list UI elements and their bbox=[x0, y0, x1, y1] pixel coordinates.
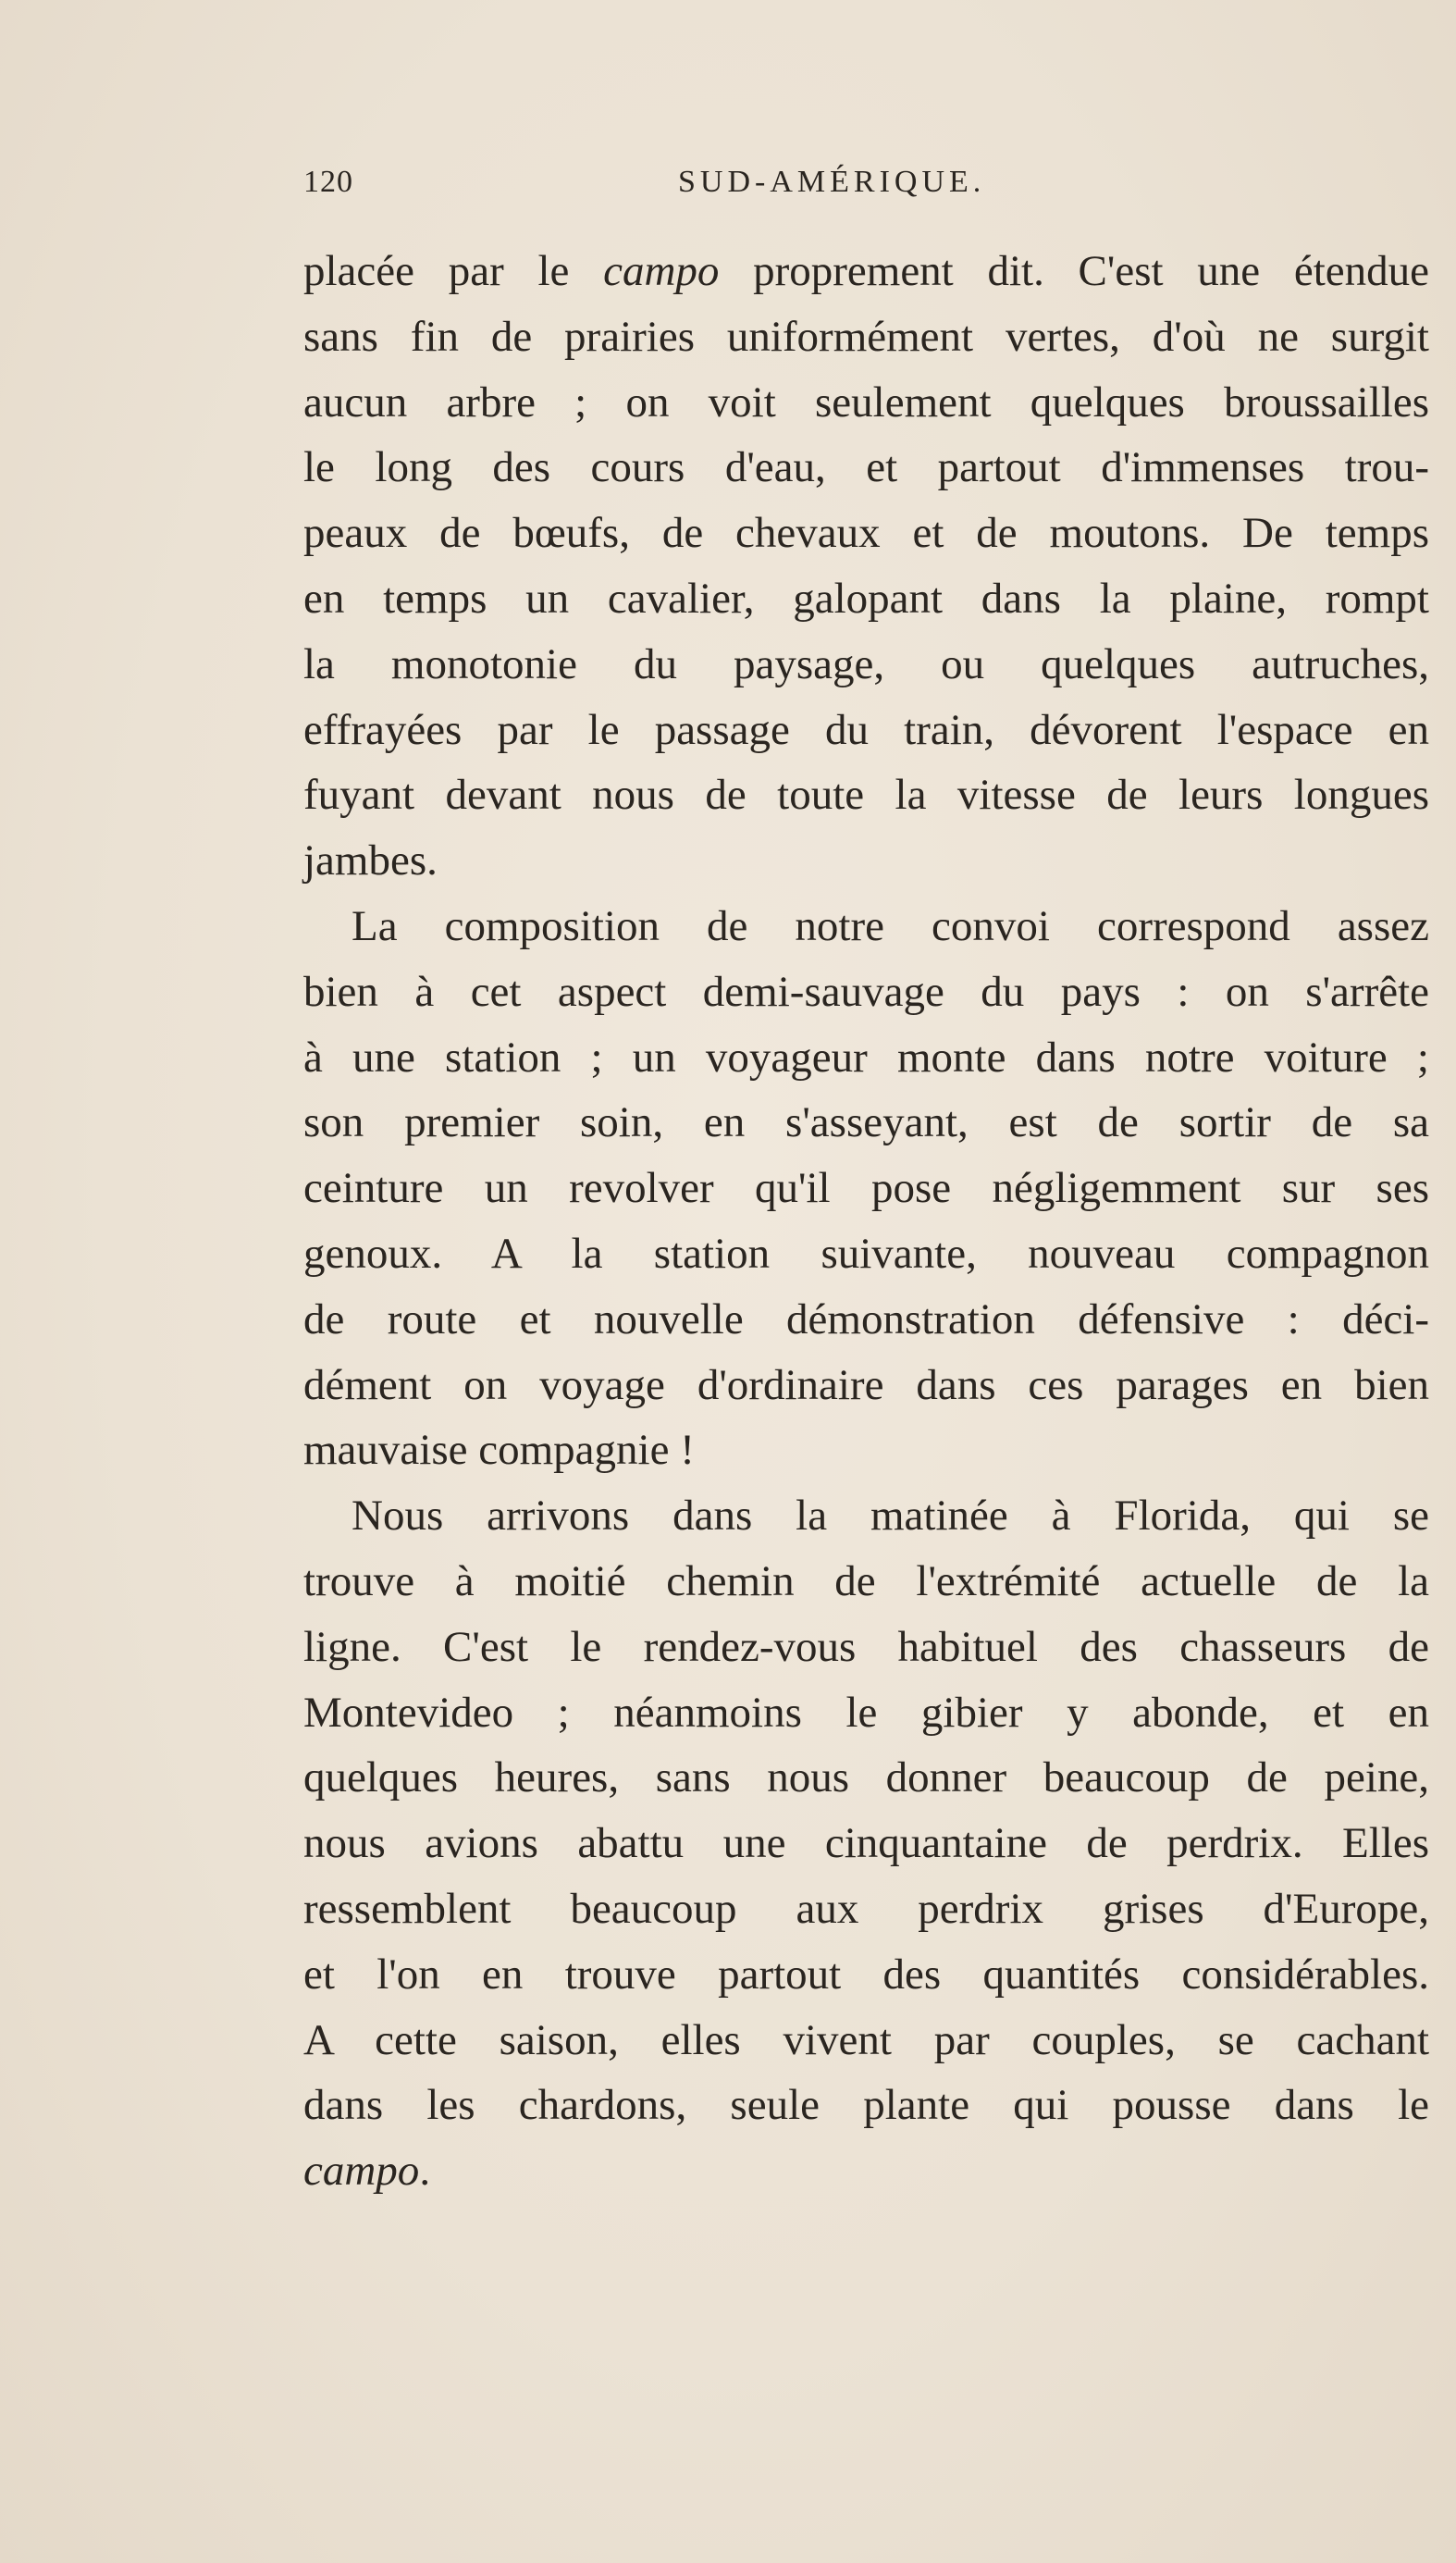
text-line: le long des cours d'eau, et partout d'immenses trou- bbox=[303, 443, 1429, 492]
paragraph-1 bbox=[303, 239, 1429, 894]
text-line: La composition de notre convoi correspond assez bbox=[352, 901, 1429, 950]
text-line: dans les chardons, seule plante qui pousse dans le bbox=[303, 2081, 1429, 2130]
text-line: placée par le campo proprement dit. C'est une étendue bbox=[303, 247, 1429, 295]
running-head bbox=[303, 165, 1429, 220]
text-line: Montevideo ; néanmoins le gibier y abonde, et en bbox=[303, 1688, 1429, 1737]
text-line: A cette saison, elles vivent par couples, se cachant bbox=[303, 2015, 1429, 2064]
text-line: son premier soin, en s'asseyant, est de sortir de sa bbox=[303, 1098, 1429, 1147]
text-line: nous avions abattu une cinquantaine de perdrix. Elles bbox=[303, 1819, 1429, 1868]
text-line: Nous arrivons dans la matinée à Florida, qui se bbox=[352, 1492, 1429, 1541]
text-line: genoux. A la station suivante, nouveau compagnon bbox=[303, 1229, 1429, 1278]
text-line: campo. bbox=[303, 2147, 431, 2196]
text-line: ligne. C'est le rendez-vous habituel des chasseurs de bbox=[303, 1622, 1429, 1671]
paragraph-3 bbox=[303, 1483, 1429, 2204]
text-line: peaux de bœufs, de chevaux et de moutons. De temps bbox=[303, 509, 1429, 558]
text-line: de route et nouvelle démonstration défensive : déci- bbox=[303, 1294, 1429, 1343]
italic-term: campo bbox=[603, 247, 720, 295]
text-line: trouve à moitié chemin de l'extrémité actuelle de la bbox=[303, 1556, 1429, 1605]
text-line: quelques heures, sans nous donner beaucoup de peine, bbox=[303, 1753, 1429, 1802]
text-line: sans fin de prairies uniformément vertes, d'où ne surgit bbox=[303, 312, 1429, 361]
text-line: et l'on en trouve partout des quantités considérables. bbox=[303, 1950, 1429, 1999]
text-line: à une station ; un voyageur monte dans notre voiture ; bbox=[303, 1033, 1429, 1082]
book-title: SUD-AMÉRIQUE. bbox=[678, 165, 986, 199]
italic-term: campo bbox=[303, 2147, 420, 2196]
text-line: ceinture un revolver qu'il pose négligemment sur ses bbox=[303, 1164, 1429, 1213]
text-line: aucun arbre ; on voit seulement quelques broussailles bbox=[303, 378, 1429, 427]
text-line: effrayées par le passage du train, dévorent l'espace en bbox=[303, 705, 1429, 754]
page-number: 120 bbox=[303, 165, 353, 199]
text-line: ressemblent beaucoup aux perdrix grises d'Europe, bbox=[303, 1884, 1429, 1933]
text-line: mauvaise compagnie ! bbox=[303, 1426, 695, 1475]
text-line: jambes. bbox=[303, 836, 438, 885]
text-line: la monotonie du paysage, ou quelques autruches, bbox=[303, 639, 1429, 688]
text-line: bien à cet aspect demi-sauvage du pays : on s'arrête bbox=[303, 967, 1429, 1016]
text-line: fuyant devant nous de toute la vitesse de leurs longues bbox=[303, 771, 1429, 820]
paragraph-2 bbox=[303, 894, 1429, 1483]
text-line: dément on voyage d'ordinaire dans ces parages en bien bbox=[303, 1360, 1429, 1409]
body-text bbox=[303, 239, 1429, 2204]
text-line: en temps un cavalier, galopant dans la plaine, rompt bbox=[303, 574, 1429, 623]
